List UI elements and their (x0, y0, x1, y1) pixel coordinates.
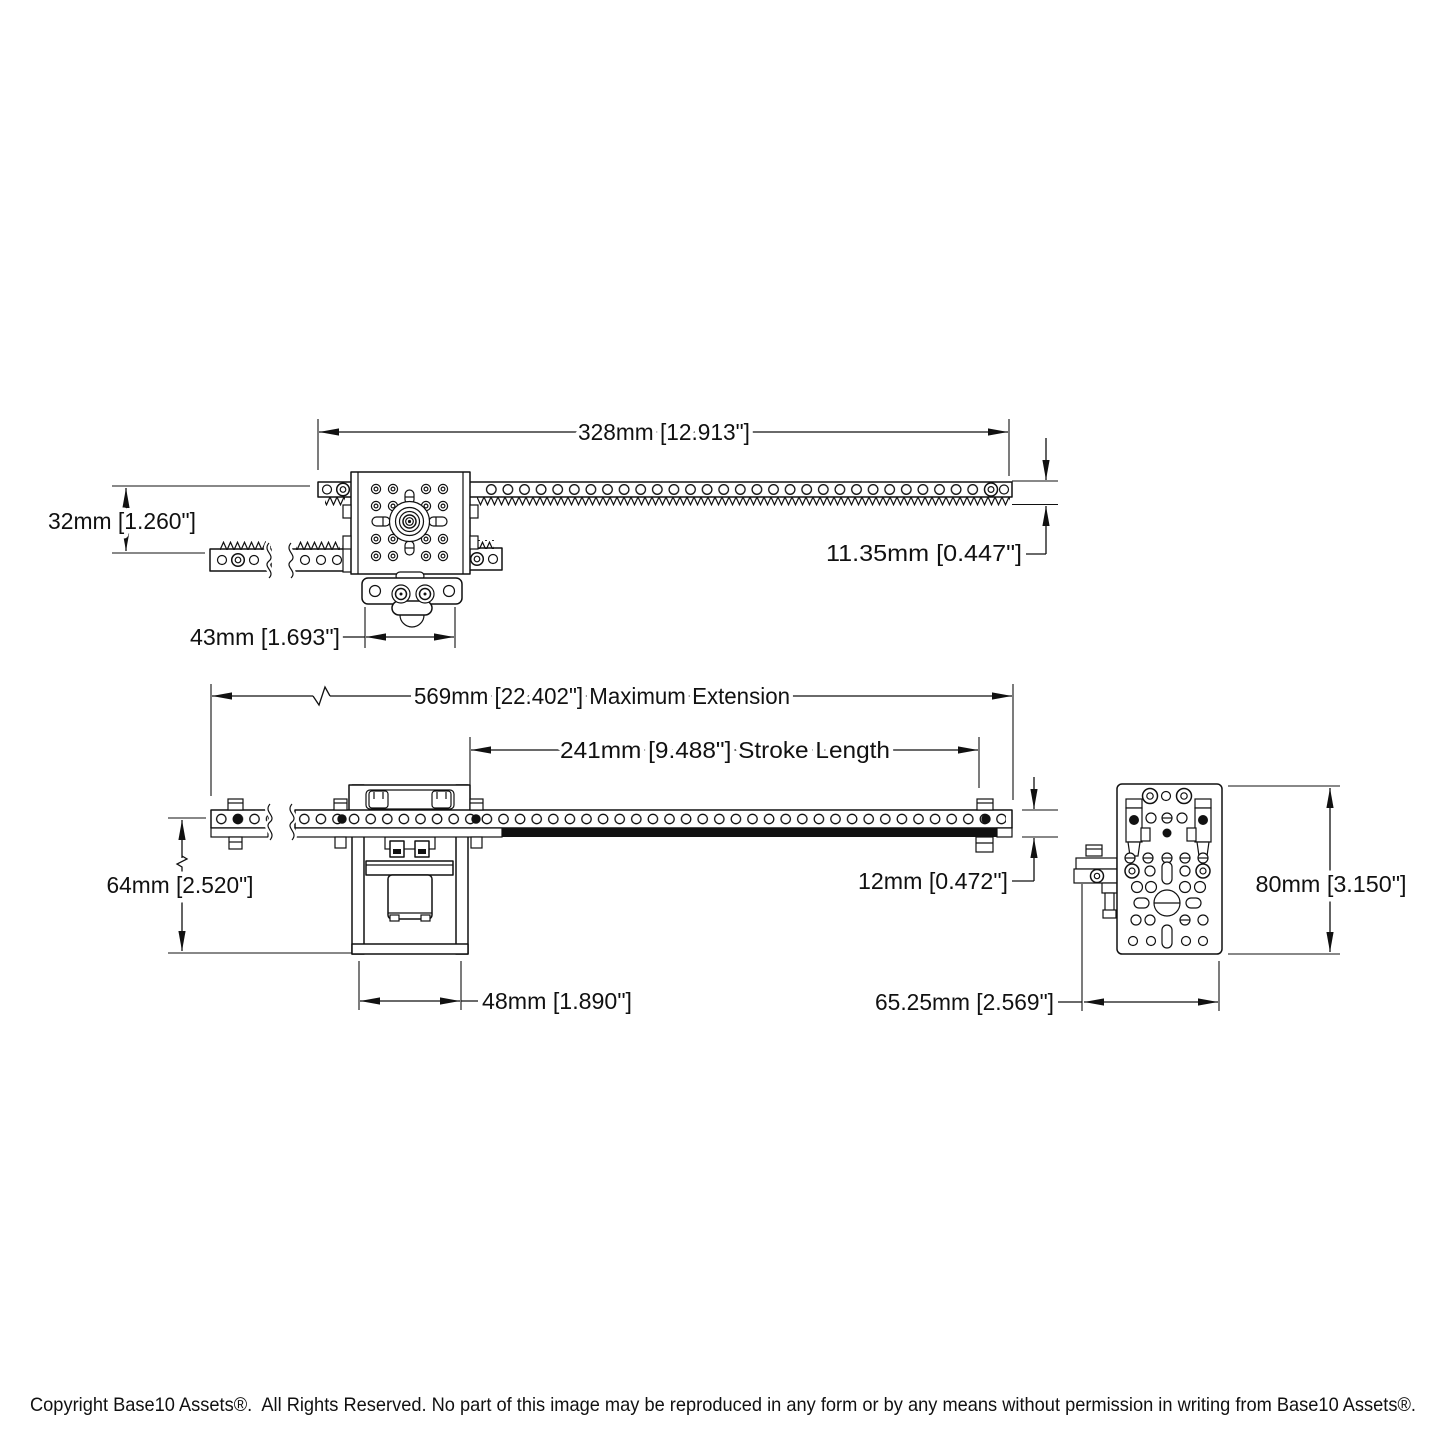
dim-channel-height (1012, 777, 1058, 881)
label-rack-drop: 32mm [1.260"] (48, 508, 196, 534)
copyright-notice: Copyright Base10 Assets®. All Rights Reserved. No part of this image may be reproduced in any form or by any means without permission in writing from Base10 Assets®. (30, 1394, 1416, 1416)
label-channel-height: 12mm [0.472"] (858, 868, 1008, 894)
label-max-extension: 569mm [22.402"] Maximum Extension (414, 683, 790, 709)
top-view-motor-plate (343, 472, 478, 574)
rack-extended (502, 828, 997, 837)
dim-rack-height (1012, 438, 1058, 554)
label-rack-height: 11.35mm [0.447"] (826, 540, 1022, 566)
side-view-motor (352, 837, 468, 954)
end-view-side-bracket (1074, 845, 1117, 918)
label-overall-width: 65.25mm [2.569"] (875, 989, 1054, 1015)
label-height-below: 64mm [2.520"] (106, 872, 254, 898)
label-overall-length: 328mm [12.913"] (578, 419, 750, 445)
end-view (1074, 784, 1222, 954)
dim-bracket-width (359, 961, 478, 1010)
side-view-channel (211, 799, 1012, 852)
top-view-bottom-bracket (362, 572, 462, 627)
label-plate-height: 80mm [3.150"] (1255, 871, 1407, 897)
pinion-boss (390, 502, 430, 542)
label-bracket-width: 48mm [1.890"] (482, 988, 632, 1014)
dim-plate-height (1228, 786, 1340, 954)
label-mount-width: 43mm [1.693"] (190, 624, 340, 650)
label-stroke-length: 241mm [9.488"] Stroke Length (560, 737, 890, 763)
rack-teeth (477, 497, 1010, 506)
